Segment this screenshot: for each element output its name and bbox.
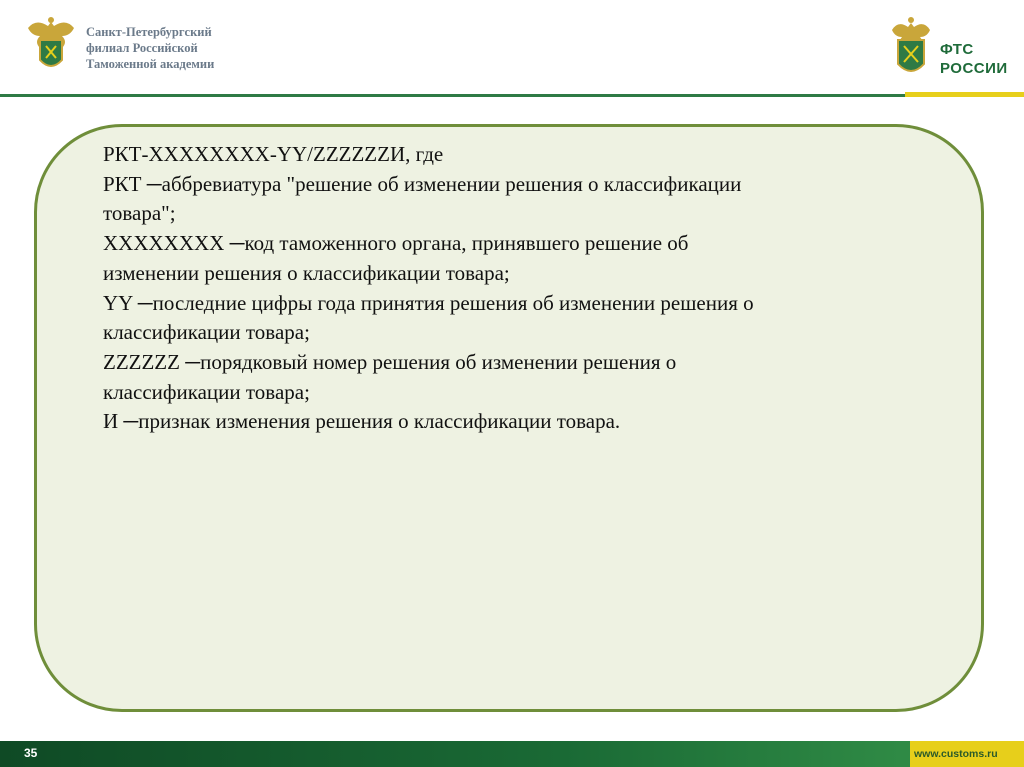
coat-of-arms-icon xyxy=(888,14,934,80)
content-line: товара"; xyxy=(103,201,176,226)
content-line: И ─признак изменения решения о классификации товара. xyxy=(103,409,621,434)
org-name-line: филиал Российской xyxy=(86,41,198,55)
slide-header xyxy=(0,0,1024,100)
content-line: классификации товара; xyxy=(103,320,310,345)
header-divider xyxy=(0,94,1024,97)
fts-title-line: ФТС xyxy=(940,41,974,58)
fts-title-line: РОССИИ xyxy=(940,60,1008,77)
content-text xyxy=(103,140,883,437)
content-line: XXXXXXXX ─код таможенного органа, принявшего решение об xyxy=(103,231,689,256)
footer-bar xyxy=(0,741,1024,767)
organization-name xyxy=(86,24,214,72)
content-line: РКТ-XXXXXXXX-YY/ZZZZZZИ, где xyxy=(103,142,444,166)
slide-number: 35 xyxy=(24,746,38,760)
coat-of-arms-icon xyxy=(22,14,80,78)
content-line: РКТ ─аббревиатура "решение об изменении решения о классификации xyxy=(103,171,742,196)
org-name-line: Санкт-Петербургский xyxy=(86,25,212,39)
content-line: YY ─последние цифры года принятия решения об изменении решения о xyxy=(103,290,754,315)
content-line: ZZZZZZ ─порядковый номер решения об изменении решения о xyxy=(103,349,677,374)
content-line: классификации товара; xyxy=(103,379,310,404)
header-accent-bar xyxy=(905,92,1024,97)
website-link[interactable]: www.customs.ru xyxy=(914,748,998,760)
org-name-line: Таможенной академии xyxy=(86,57,215,71)
fts-logo-text xyxy=(940,40,1008,78)
content-line: изменении решения о классификации товара; xyxy=(103,260,510,285)
